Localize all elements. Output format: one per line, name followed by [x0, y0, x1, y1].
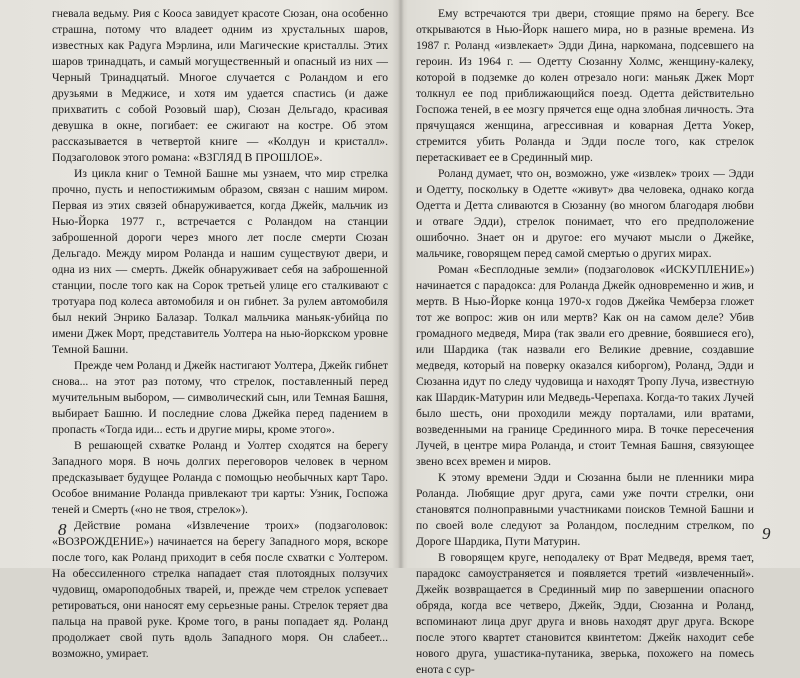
paragraph: В говорящем круге, неподалеку от Врат Медведя, время тает, парадокс самоустраняется и появляется третий «извлеченный». Джейк возвращается в Срединный мир по завершении опасного обряда, когда все четверо, Джейк, Эдди, Сюзанна и Роланд, вспоминают лица друг друга и вновь находят друг друга. Вскоре после этого квартет становится квинтетом: Джейк находит себе нового друга, ушастика-путаника, зверька, похожего на помесь енота с сур-: [416, 551, 754, 676]
page-number-right: 9: [762, 524, 771, 543]
book-gutter: [398, 0, 404, 568]
paragraph: Роман «Бесплодные земли» (подзаголовок «ИСКУПЛЕНИЕ») начинается с парадокса: для Роланда Джейк одновременно и жив, и мертв. В Нью-Йорке конца 1970-х годов Джейка Чемберза гложет тот же вопрос: жив он или мертв? Как он на самом деле? Убив громадного медведя, Мира (так звали его древние, боявшиеся его), или Шардика (так назвали его Великие древние, создавшие медведя, который на поверку оказался киборгом), Роланд, Эдди и Сюзанна идут по следу чудовища и находят Тропу Луча, известную как Шардик-Матурин или Медведь-Черепаха. Когда-то таких Лучей было шесть, они проходили между порталами, или вратами, возведенными на границе Срединного мира. В точке пересечения Лучей, в центре мира Роланда, и стоит Темная Башня, связующее звено всех времен и миров.: [416, 263, 754, 468]
paragraph: Действие романа «Извлечение троих» (подзаголовок: «ВОЗРОЖДЕНИЕ») начинается на берегу Западного моря, вскоре после того, как Роланд приходит в себя после схватки с Уолтером. На обессиленного стрелка нападает стая плотоядных ползучих чудовищ, омароподобных тварей, и, прежде чем стрелок успевает ретироваться, они наносят ему серьезные раны. Стрелок теряет два пальца на правой руке. Кроме того, в раны попадает яд. Роланд продолжает свой путь вдоль Западного моря. Он слабеет... возможно, умирает.: [52, 519, 388, 660]
left-page: [52, 6, 388, 662]
paragraph: В решающей схватке Роланд и Уолтер сходятся на берегу Западного моря. В ночь долгих переговоров человек в черном предсказывает будущее Роланда с помощью необычных карт Таро. Особое внимание Роланда привлекают три карты: Узник, Госпожа теней и Смерть («но не твоя, стрелок»).: [52, 439, 388, 516]
page-number-left: 8: [58, 520, 67, 539]
paragraph: Роланд думает, что он, возможно, уже «извлек» троих — Эдди и Одетту, поскольку в Одетте «живут» два человека, однако когда Одетта и Детта сливаются в Сюзанну (во многом благодаря любви и отваге Эдди), стрелок понимает, что его предположение ошибочно. Знает он и другое: его мучают мысли о Джейке, мальчике, говорящем перед самой смертью о других мирах.: [416, 167, 754, 260]
paragraph: Прежде чем Роланд и Джейк настигают Уолтера, Джейк гибнет снова... на этот раз потому, что стрелок, поставленный перед мучительным выбором, — символический сын, или Темная Башня, выбирает Башню. И последние слова Джейка перед падением в пропасть «Тогда иди... есть и другие миры, кроме этого».: [52, 359, 388, 436]
paragraph: К этому времени Эдди и Сюзанна были не пленники мира Роланда. Любящие друг друга, сами уже почти стрелки, они становятся полноправными участниками поисков Темной Башни и по своей воле следуют за Роландом, последним стрелком, по Дороге Шардика, Пути Матурин.: [416, 471, 754, 548]
paragraph: гневала ведьму. Рия с Кооса завидует красоте Сюзан, она особенно страшна, потому что владеет одним из хрустальных шаров, известных как Радуга Мэрлина, или Магические кристаллы. Этих шаров тринадцать, и самый могущественный и опасный из них — Черный Тринадцатый. Многое случается с Роландом и его друзьями в Меджисе, и хотя им удается спастись (и даже прихватить с собой Розовый шар), Сюзан Дельгадо, красивая девушка в окне, погибает: ее сжигают на костре. Об этом рассказывается в четвертой книге — «Колдун и кристалл». Подзаголовок этого романа: «ВЗГЛЯД В ПРОШЛОЕ».: [52, 7, 388, 164]
paragraph: Из цикла книг о Темной Башне мы узнаем, что мир стрелка прочно, пусть и непостижимым образом, связан с нашим миром. Первая из этих связей обнаруживается, когда Джейк, мальчик из Нью-Йорка 1977 г., встречается с Роландом на станции заброшенной дороги через много лет после смерти Сюзан Дельгадо. Между миром Роланда и нашим существуют двери, и одна из них — смерть. Джейк обнаруживает себя на заброшенной станции, после того как на Сорок третьей улице его сталкивают с тротуара под колеса автомобиля и он гибнет. За рулем автомобиля был некий Энрико Балазар. Толкал мальчика маньяк-убийца по имени Джек Морт, представитель Уолтера на нью-йоркском уровне Темной Башни.: [52, 167, 388, 356]
right-page: [416, 6, 754, 678]
paragraph: Ему встречаются три двери, стоящие прямо на берегу. Все открываются в Нью-Йорк нашего мира, но в разные времена. Из 1987 г. Роланд «извлекает» Эдди Дина, наркомана, подсевшего на героин. Из 1964 г. — Одетту Сюзанну Холмс, женщину-калеку, которой в подземке до колен отрезало ноги: маньяк Джек Морт толкнул ее под приближающийся поезд. Одетта действительно Госпожа теней, в ее мозгу прячется еще одна злобная личность. Эта прячущаяся женщина, агрессивная и коварная Детта Уокер, стремится убить Роланда и Эдди после того, как стрелок перетаскивает ее в Срединный мир.: [416, 7, 754, 164]
